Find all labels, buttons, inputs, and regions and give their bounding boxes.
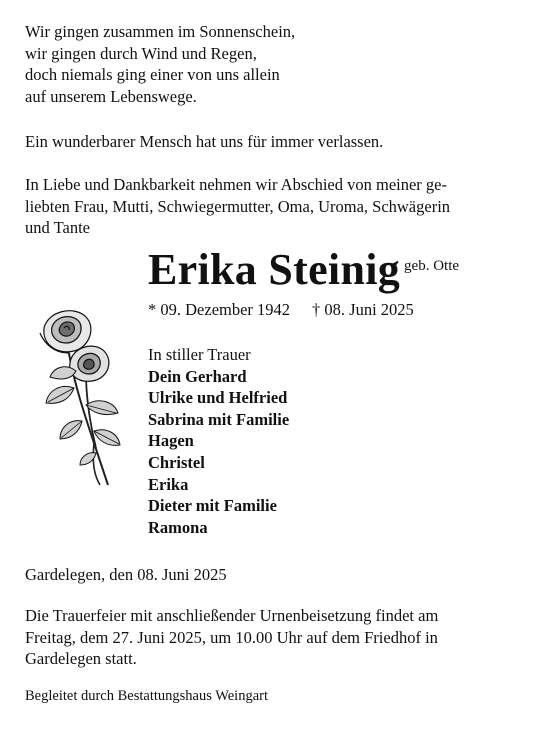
- poem-line: doch niemals ging einer von uns allein: [25, 65, 280, 84]
- mourner-name: Erika: [148, 474, 189, 494]
- funeral-line: Freitag, dem 27. Juni 2025, um 10.00 Uhr auf dem Friedhof in: [25, 627, 438, 647]
- funeral-line: Die Trauerfeier mit anschließender Urnenbeisetzung findet am: [25, 606, 439, 625]
- poem: [25, 21, 525, 107]
- rose-icon: [34, 303, 134, 488]
- death-date: † 08. Juni 2025: [312, 300, 414, 319]
- life-dates: [148, 300, 414, 320]
- farewell-line: liebten Frau, Mutti, Schwiegermutter, Oma, Uroma, Schwägerin: [25, 196, 451, 216]
- funeral-info: [25, 605, 525, 670]
- funeral-home-credit: Begleitet durch Bestattungshaus Weingart: [25, 688, 268, 704]
- mourner-name: Dein Gerhard: [148, 366, 247, 386]
- farewell-text: [25, 174, 525, 239]
- funeral-line: Gardelegen statt.: [25, 649, 137, 668]
- poem-line: auf unserem Lebenswege.: [25, 86, 197, 106]
- farewell-line: und Tante: [25, 218, 90, 237]
- birth-name: geb. Otte: [404, 258, 460, 274]
- mourner-name: Dieter mit Familie: [148, 496, 277, 516]
- farewell-line: In Liebe und Dankbarkeit nehmen wir Abschied von meiner ge-: [25, 175, 447, 194]
- intro-text: Ein wunderbarer Mensch hat uns für immer verlassen.: [25, 132, 384, 151]
- mourners-list: [148, 344, 289, 538]
- mourner-name: Hagen: [148, 431, 194, 451]
- mourner-name: Ramona: [148, 517, 208, 537]
- poem-line: wir gingen durch Wind und Regen,: [25, 43, 257, 63]
- deceased-name: Erika Steinig: [148, 245, 401, 294]
- poem-line: Wir gingen zusammen im Sonnenschein,: [25, 22, 296, 41]
- deceased-name-row: [148, 245, 459, 295]
- mourner-name: Ulrike und Helfried: [148, 388, 288, 408]
- birth-date: * 09. Dezember 1942: [148, 300, 291, 319]
- mourner-name: Sabrina mit Familie: [148, 409, 290, 429]
- mourning-intro: In stiller Trauer: [148, 345, 251, 364]
- mourner-name: Christel: [148, 452, 205, 472]
- place-date: Gardelegen, den 08. Juni 2025: [25, 565, 227, 584]
